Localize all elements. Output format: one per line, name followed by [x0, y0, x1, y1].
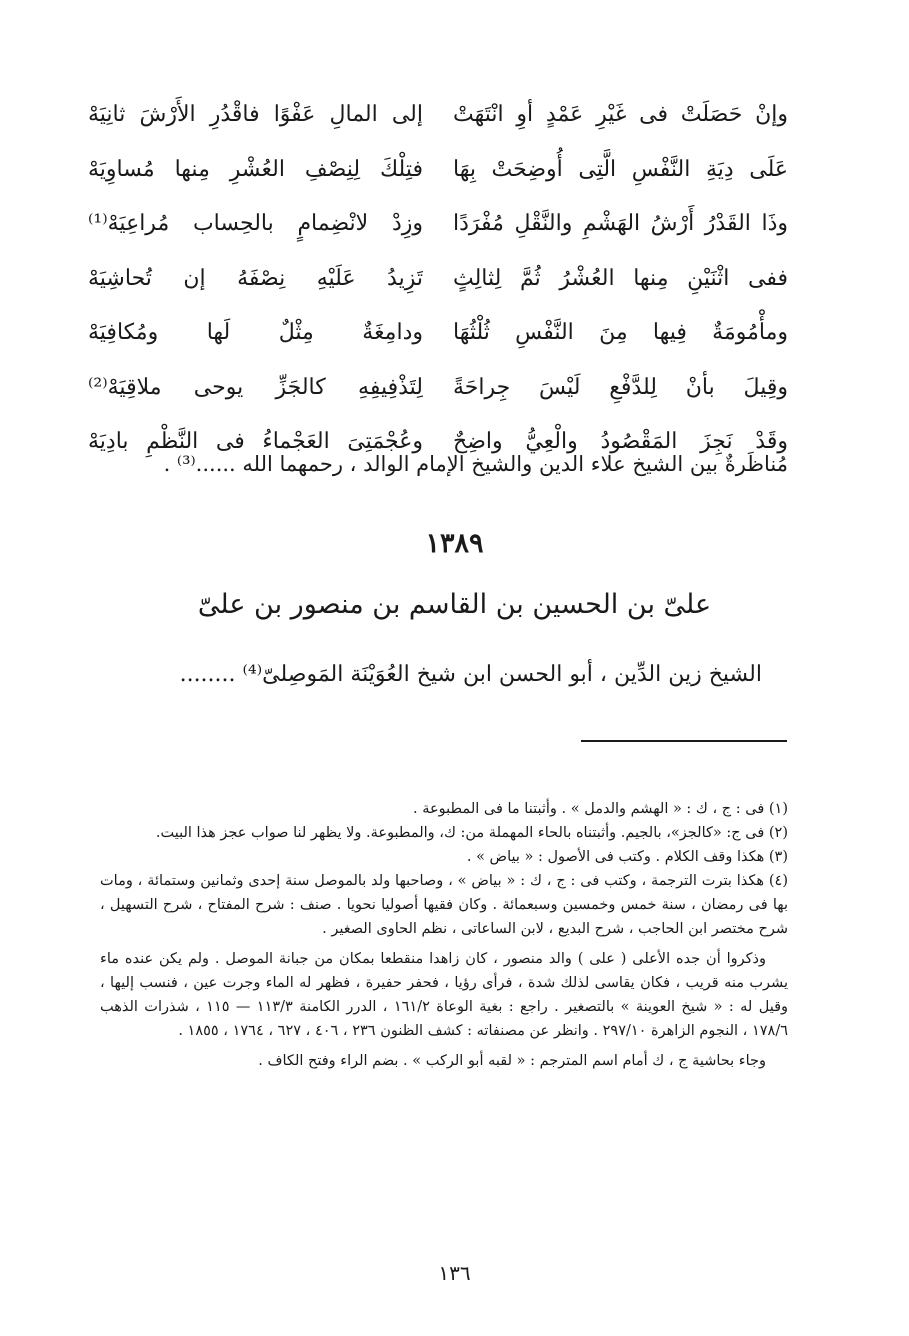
verse-second-hemistich: لِتَذْفِيفِهِ كالجَزِّ يوحى ملاقِيَهْ⁽²⁾ — [88, 374, 423, 400]
verse-first-hemistich: وقِيلَ بأنْ لِلدَّفْعِ لَيْسَ جِراحَةً — [453, 374, 788, 400]
verse-first-hemistich: ومأْمُومَةٌ فِيها مِنَ النَّفْسِ ثُلْثُهَا — [453, 320, 788, 345]
verse-second-hemistich: ودامِغَةٌ مِثْلٌ لَها ومُكافِيَهْ — [88, 320, 423, 345]
verse-first-hemistich: وقَدْ نَجِزَ المَقْصُودُ والْعِيُّ واضِحٌ — [453, 429, 788, 454]
footnote-3: (٣) هكذا وقف الكلام . وكتب فى الأصول : « بياض » . — [466, 849, 788, 865]
poem-verse — [88, 88, 788, 143]
footnote-separator — [581, 740, 787, 742]
verse-first-hemistich: وإنْ حَصَلَتْ فى غَيْرِ عَمْدٍ أوِ انْتَهَتْ — [453, 102, 788, 127]
entry-number: ١٣٨٩ — [425, 528, 484, 559]
poem-verse — [88, 252, 788, 307]
poem-closing-line: مُناظَرةٌ بين الشيخ علاء الدين والشيخ الإمام الوالد ، رحمهما الله ......⁽³⁾ . — [163, 452, 788, 476]
page-number: ١٣٦ — [438, 1261, 471, 1285]
footnote-4-margin-note: وجاء بحاشية ج ، ك أمام اسم المترجم : « لقبه أبو الركب » . بضم الراء وفتح الكاف . — [258, 1053, 766, 1069]
footnotes — [100, 797, 788, 1073]
verse-second-hemistich: إلى المالِ عَفْوًا فاقْدُرِ الأَرْشَ ثانِيَهْ — [88, 102, 423, 127]
poem-verse — [88, 143, 788, 198]
entry-name-heading: علىّ بن الحسين بن القاسم بن منصور بن علىّ — [197, 589, 712, 620]
poem — [88, 88, 788, 470]
verse-second-hemistich: وعُجْمَتِىَ العَجْماءُ فى النَّظْمِ بادِيَهْ — [88, 429, 423, 454]
verse-first-hemistich: عَلَى دِيَةِ النَّفْسِ الَّتِى أُوضِحَتْ بِهَا — [453, 156, 788, 182]
poem-verse — [88, 361, 788, 416]
poem-verse — [88, 197, 788, 252]
footnote-4: (٤) هكذا بترت الترجمة ، وكتب فى : ج ، ك : « بياض » ، وصاحبها ولد بالموصل سنة إحدى وثمانين وستمائة ، ومات بها فى رمضان ، سنة خمس وخمسين وسبعمائة . وكان فقيها أصوليا نحويا . صنف : شرح المفتاح ، شرح التسهيل ، شرح مختصر ابن الحاجب ، شرح البديع ، لابن الساعاتى ، نظم الحاوى الصغير . — [100, 873, 788, 937]
footnote-2: (٢) فى ج: «كالجز»، بالجيم. وأثبتناه بالحاء المهملة من: ك، والمطبوعة. ولا يظهر لنا صواب عجز هذا البيت. — [155, 825, 788, 841]
poem-verse — [88, 306, 788, 361]
verse-second-hemistich: وزِدْ لانْضِمامٍ بالحِساب مُراعِيَهْ⁽¹⁾ — [88, 211, 423, 236]
verse-second-hemistich: فتِلْكَ لِنِصْفِ العُشْرِ مِنها مُساوِيَهْ — [88, 156, 423, 182]
verse-first-hemistich: وذَا القَدْرُ أَرْشُ الهَشْمِ والنَّقْلِ مُفْرَدًا — [453, 211, 788, 236]
footnote-1: (١) فى : ج ، ك : « الهشم والدمل » . وأثبتنا ما فى المطبوعة . — [413, 801, 788, 817]
verse-second-hemistich: تَزِيدُ عَلَيْهِ نِصْفَهُ إن تُحاشِيَهْ — [88, 265, 423, 291]
entry-epithet: الشيخ زين الدِّين ، أبو الحسن ابن شيخ العُوَيْنَة المَوصِلىّ⁽⁴⁾ ........ — [179, 662, 762, 687]
verse-first-hemistich: ففى اثْنَيْنِ مِنها العُشْرُ ثُمَّ لِثالِثٍ — [453, 265, 788, 291]
footnote-4-continuation: وذكروا أن جده الأعلى ( على ) والد منصور ، كان زاهدا منقطعا بمكان من جبانة الموصل . ولم يكن عنده ماء يشرب منه قريب ، فكان يقاسى لذلك شدة ، فرأى رؤيا ، فحفر حفيرة ، فظهر له الماء وجرت عين ، فنسب إليها ، وقيل له : « شيخ العوينة » بالتصغير . راجع : بغية الوعاة ١٦١/٢ ، الدرر الكامنة ١١٣/٣ — ١١٥ ، شذرات الذهب ١٧٨/٦ ، النجوم الزاهرة ٢٩٧/١٠ . وانظر عن مصنفاته : كشف الظنون ٢٣٦ ، ٤٠٦ ، ٦٢٧ ، ١٧٦٤ ، ١٨٥٥ . — [100, 951, 788, 1039]
